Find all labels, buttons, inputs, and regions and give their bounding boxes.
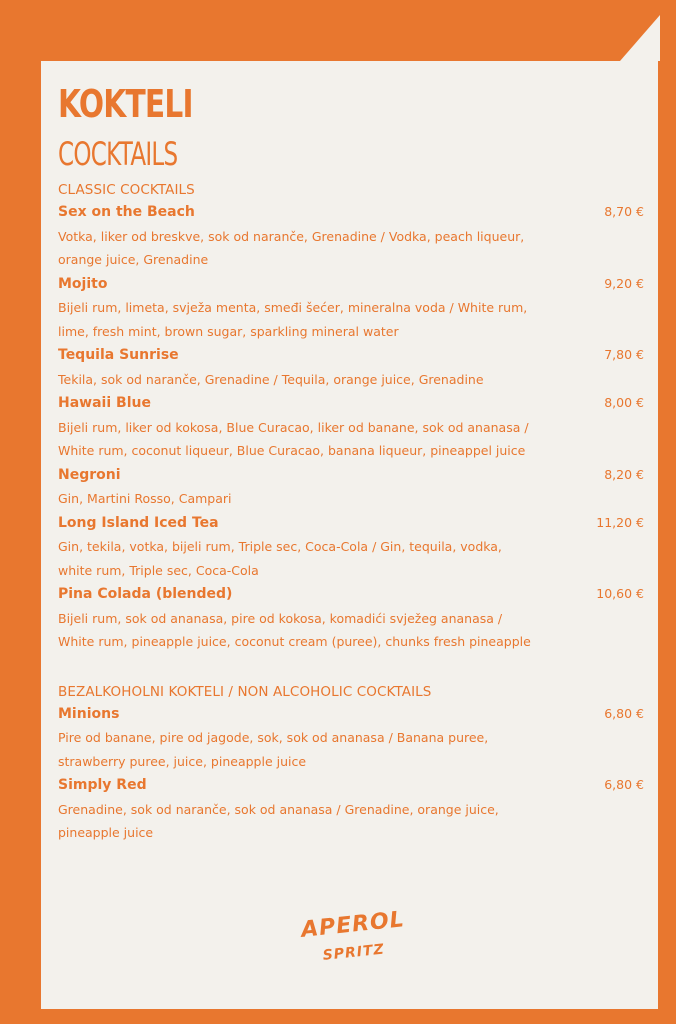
item-description: Tekila, sok od naranče, Grenadine / Tequila, orange juice, Grenadine xyxy=(58,371,484,387)
menu-item xyxy=(58,511,644,583)
page-subtitle: COCKTAILS xyxy=(58,135,178,173)
cocktail-menu xyxy=(58,82,644,845)
item-name: Mojito xyxy=(58,275,108,292)
menu-item-header xyxy=(58,702,644,727)
menu-item xyxy=(58,463,644,511)
item-name: Sex on the Beach xyxy=(58,204,195,220)
page-title: KOKTELI xyxy=(58,82,193,126)
section-heading: BEZALKOHOLNI KOKTELI / NON ALCOHOLIC COCKTAILS xyxy=(58,683,432,700)
item-price: 8,70 € xyxy=(604,204,644,219)
logo-text-spritz: SPRITZ xyxy=(322,941,386,964)
item-description: Grenadine, sok od naranče, sok od ananasa / Grenadine, orange juice, pineapple juice xyxy=(58,801,499,840)
item-description: Votka, liker od breskve, sok od naranče, Grenadine / Vodka, peach liqueur, orange juice, Grenadine xyxy=(58,228,525,267)
item-description: Bijeli rum, liker od kokosa, Blue Curacao, liker od banane, sok od ananasa / White rum, coconut liqueur, Blue Curacao, banana liqueur, pineappel juice xyxy=(58,419,529,458)
logo-text-aperol: APEROL xyxy=(300,907,406,943)
item-price: 6,80 € xyxy=(604,705,644,721)
aperol-spritz-logo xyxy=(300,907,406,978)
item-description: Bijeli rum, limeta, svježa menta, smeđi šećer, mineralna voda / White rum, lime, fresh mint, brown sugar, sparkling mineral water xyxy=(58,300,528,339)
menu-item-header xyxy=(58,343,644,368)
item-price: 11,20 € xyxy=(596,514,644,530)
menu-item-header xyxy=(58,200,644,225)
menu-item xyxy=(58,773,644,845)
item-description: Gin, Martini Rosso, Campari xyxy=(58,491,232,506)
menu-item xyxy=(58,200,644,272)
item-description: Gin, tekila, votka, bijeli rum, Triple sec, Coca-Cola / Gin, tequila, vodka, white rum, Triple sec, Coca-Cola xyxy=(58,539,502,578)
item-price: 6,80 € xyxy=(604,777,644,792)
section-non-alcoholic xyxy=(58,682,644,845)
item-name: Tequila Sunrise xyxy=(58,347,179,363)
menu-item xyxy=(58,702,644,774)
menu-item xyxy=(58,272,644,344)
menu-item-header xyxy=(58,511,644,536)
item-name: Pina Colada (blended) xyxy=(58,586,233,602)
item-price: 8,20 € xyxy=(604,466,644,482)
section-spacer xyxy=(58,654,644,682)
menu-item-header xyxy=(58,391,644,416)
menu-item xyxy=(58,343,644,391)
item-name: Negroni xyxy=(58,466,121,483)
sheet-corner xyxy=(620,15,660,61)
menu-item-header xyxy=(58,773,644,798)
menu-item xyxy=(58,582,644,654)
item-price: 8,00 € xyxy=(604,395,644,410)
item-description: Pire od banane, pire od jagode, sok, sok od ananasa / Banana puree, strawberry puree, juice, pineapple juice xyxy=(58,730,489,769)
item-name: Hawaii Blue xyxy=(58,395,151,411)
item-name: Long Island Iced Tea xyxy=(58,514,219,531)
item-name: Minions xyxy=(58,705,120,722)
item-price: 9,20 € xyxy=(604,275,644,291)
menu-item-header xyxy=(58,463,644,488)
menu-item-header xyxy=(58,582,644,607)
item-description: Bijeli rum, sok od ananasa, pire od kokosa, komadići svježeg ananasa / White rum, pineapple juice, coconut cream (puree), chunks fresh pineapple xyxy=(58,610,531,649)
item-price: 7,80 € xyxy=(604,347,644,362)
menu-item xyxy=(58,391,644,463)
menu-item-header xyxy=(58,272,644,297)
section-classic-cocktails xyxy=(58,180,644,654)
item-price: 10,60 € xyxy=(596,586,644,601)
item-name: Simply Red xyxy=(58,777,147,793)
section-heading: CLASSIC COCKTAILS xyxy=(58,182,195,198)
